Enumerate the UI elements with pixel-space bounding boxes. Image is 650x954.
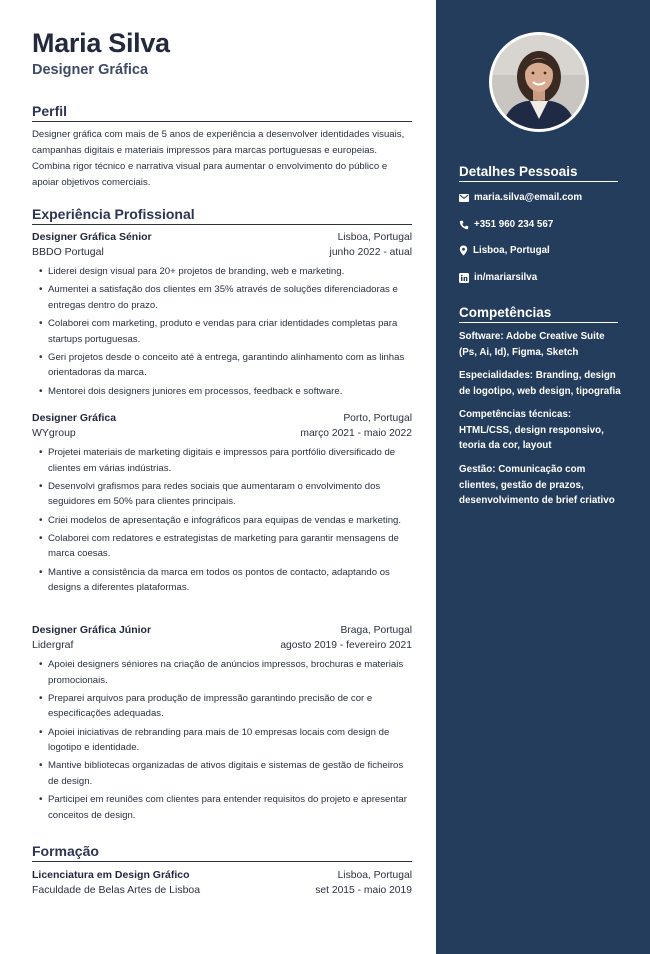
education-location: Lisboa, Portugal	[337, 870, 412, 881]
skill-item: Especialidades: Branding, design de logotipo, web design, tipografia	[459, 370, 621, 397]
job-location: Lisboa, Portugal	[337, 232, 412, 243]
job-bullet: • Colaborei com marketing, produto e vendas para criar identidades completas para startups portuguesas.	[48, 316, 412, 347]
skills-heading: Competências	[459, 305, 618, 323]
job-bullet: • Preparei arquivos para produção de impressão garantindo precisão de cor e especificações adequadas.	[48, 691, 412, 722]
contact-email[interactable]	[459, 192, 582, 203]
job-entry	[32, 623, 412, 826]
contact-location	[459, 245, 550, 256]
job-bullet: • Mantive a consistência da marca em todos os pontos de contacto, adaptando os designs a diferentes plataformas.	[48, 565, 412, 596]
job-bullet: • Apoiei iniciativas de rebranding para mais de 10 empresas locais com design de logotipo e identidade.	[48, 725, 412, 756]
job-bullet: • Desenvolvi grafismos para redes sociais que aumentaram o envolvimento dos seguidores em 50% para clientes principais.	[48, 479, 412, 510]
job-bullet: • Apoiei designers séniores na criação de anúncios impressos, brochuras e materiais promocionais.	[48, 657, 412, 688]
education-heading: Formação	[32, 843, 412, 862]
job-bullets	[32, 445, 412, 596]
skill-item: Competências técnicas: HTML/CSS, design responsivo, teoria da cor, layout	[459, 409, 604, 452]
candidate-role: Designer Gráfica	[32, 62, 149, 78]
job-bullet: • Colaborei com redatores e estrategistas de marketing para garantir mensagens de marca coesas.	[48, 531, 412, 562]
job-entry	[32, 411, 412, 598]
contact-email-text: maria.silva@email.com	[474, 192, 583, 203]
job-title: Designer Gráfica	[32, 412, 117, 424]
job-dates: agosto 2019 - fevereiro 2021	[280, 640, 412, 651]
education-dates: set 2015 - maio 2019	[315, 885, 412, 896]
candidate-name: Maria Silva	[32, 28, 170, 58]
job-bullet: • Criei modelos de apresentação e infográficos para equipas de vendas e marketing.	[48, 513, 412, 529]
job-company: Lidergraf	[32, 639, 74, 651]
job-dates: março 2021 - maio 2022	[300, 428, 412, 439]
email-icon	[459, 194, 469, 202]
job-company: BBDO Portugal	[32, 246, 104, 258]
job-bullet: • Projetei materiais de marketing digitais e impressos para portfólio diversificado de clientes em várias indústrias.	[48, 445, 412, 476]
job-bullet: • Aumentei a satisfação dos clientes em 35% através de soluções diferenciadoras e entregas dentro do prazo.	[48, 282, 412, 313]
contact-linkedin-text: in/mariarsilva	[474, 272, 538, 283]
contact-linkedin[interactable]	[459, 272, 537, 283]
profile-heading: Perfil	[32, 103, 412, 122]
job-location: Porto, Portugal	[343, 413, 412, 424]
personal-details-heading: Detalhes Pessoais	[459, 164, 618, 182]
profile-photo-frame	[489, 32, 589, 132]
linkedin-icon	[459, 273, 469, 283]
education-entry	[32, 868, 412, 898]
degree-title: Licenciatura em Design Gráfico	[32, 869, 190, 881]
job-entry	[32, 230, 412, 402]
phone-icon	[459, 220, 469, 230]
profile-summary: Designer gráfica com mais de 5 anos de experiência a desenvolver identidades visuais, campanhas digitais e materiais impressos para marcas portuguesas e europeias. Combina rigor técnico e narrativa visual para aumentar o envolvimento do público e apoiar objetivos comerciais.	[32, 129, 405, 188]
location-pin-icon	[459, 245, 468, 256]
job-bullet: • Mantive bibliotecas organizadas de ativos digitais e sistemas de gestão de ficheiros de design.	[48, 758, 412, 789]
job-bullet: • Geri projetos desde o conceito até à entrega, garantindo alinhamento com as linhas orientadoras da marca.	[48, 350, 412, 381]
contact-location-text: Lisboa, Portugal	[473, 245, 550, 256]
job-bullets	[32, 264, 412, 399]
profile-photo	[492, 35, 586, 129]
contact-phone[interactable]	[459, 219, 553, 230]
job-title: Designer Gráfica Júnior	[32, 624, 152, 636]
job-company: WYgroup	[32, 427, 76, 439]
job-title: Designer Gráfica Sénior	[32, 231, 152, 243]
sidebar	[436, 0, 650, 954]
job-location: Braga, Portugal	[340, 625, 412, 636]
contact-phone-text: +351 960 234 567	[474, 219, 554, 230]
skill-item: Software: Adobe Creative Suite (Ps, Ai, Id), Figma, Sketch	[459, 331, 605, 358]
experience-heading: Experiência Profissional	[32, 206, 412, 225]
skill-item: Gestão: Comunicação com clientes, gestão de prazos, desenvolvimento de brief criativo	[459, 464, 615, 507]
job-bullets	[32, 657, 412, 823]
job-bullet: • Mentorei dois designers juniores em processos, feedback e software.	[48, 384, 412, 400]
job-bullet: • Participei em reuniões com clientes para entender requisitos do projeto e apresentar conceitos de design.	[48, 792, 412, 823]
job-dates: junho 2022 - atual	[329, 247, 412, 258]
job-bullet: • Liderei design visual para 20+ projetos de branding, web e marketing.	[48, 264, 412, 280]
school-name: Faculdade de Belas Artes de Lisboa	[32, 884, 201, 896]
